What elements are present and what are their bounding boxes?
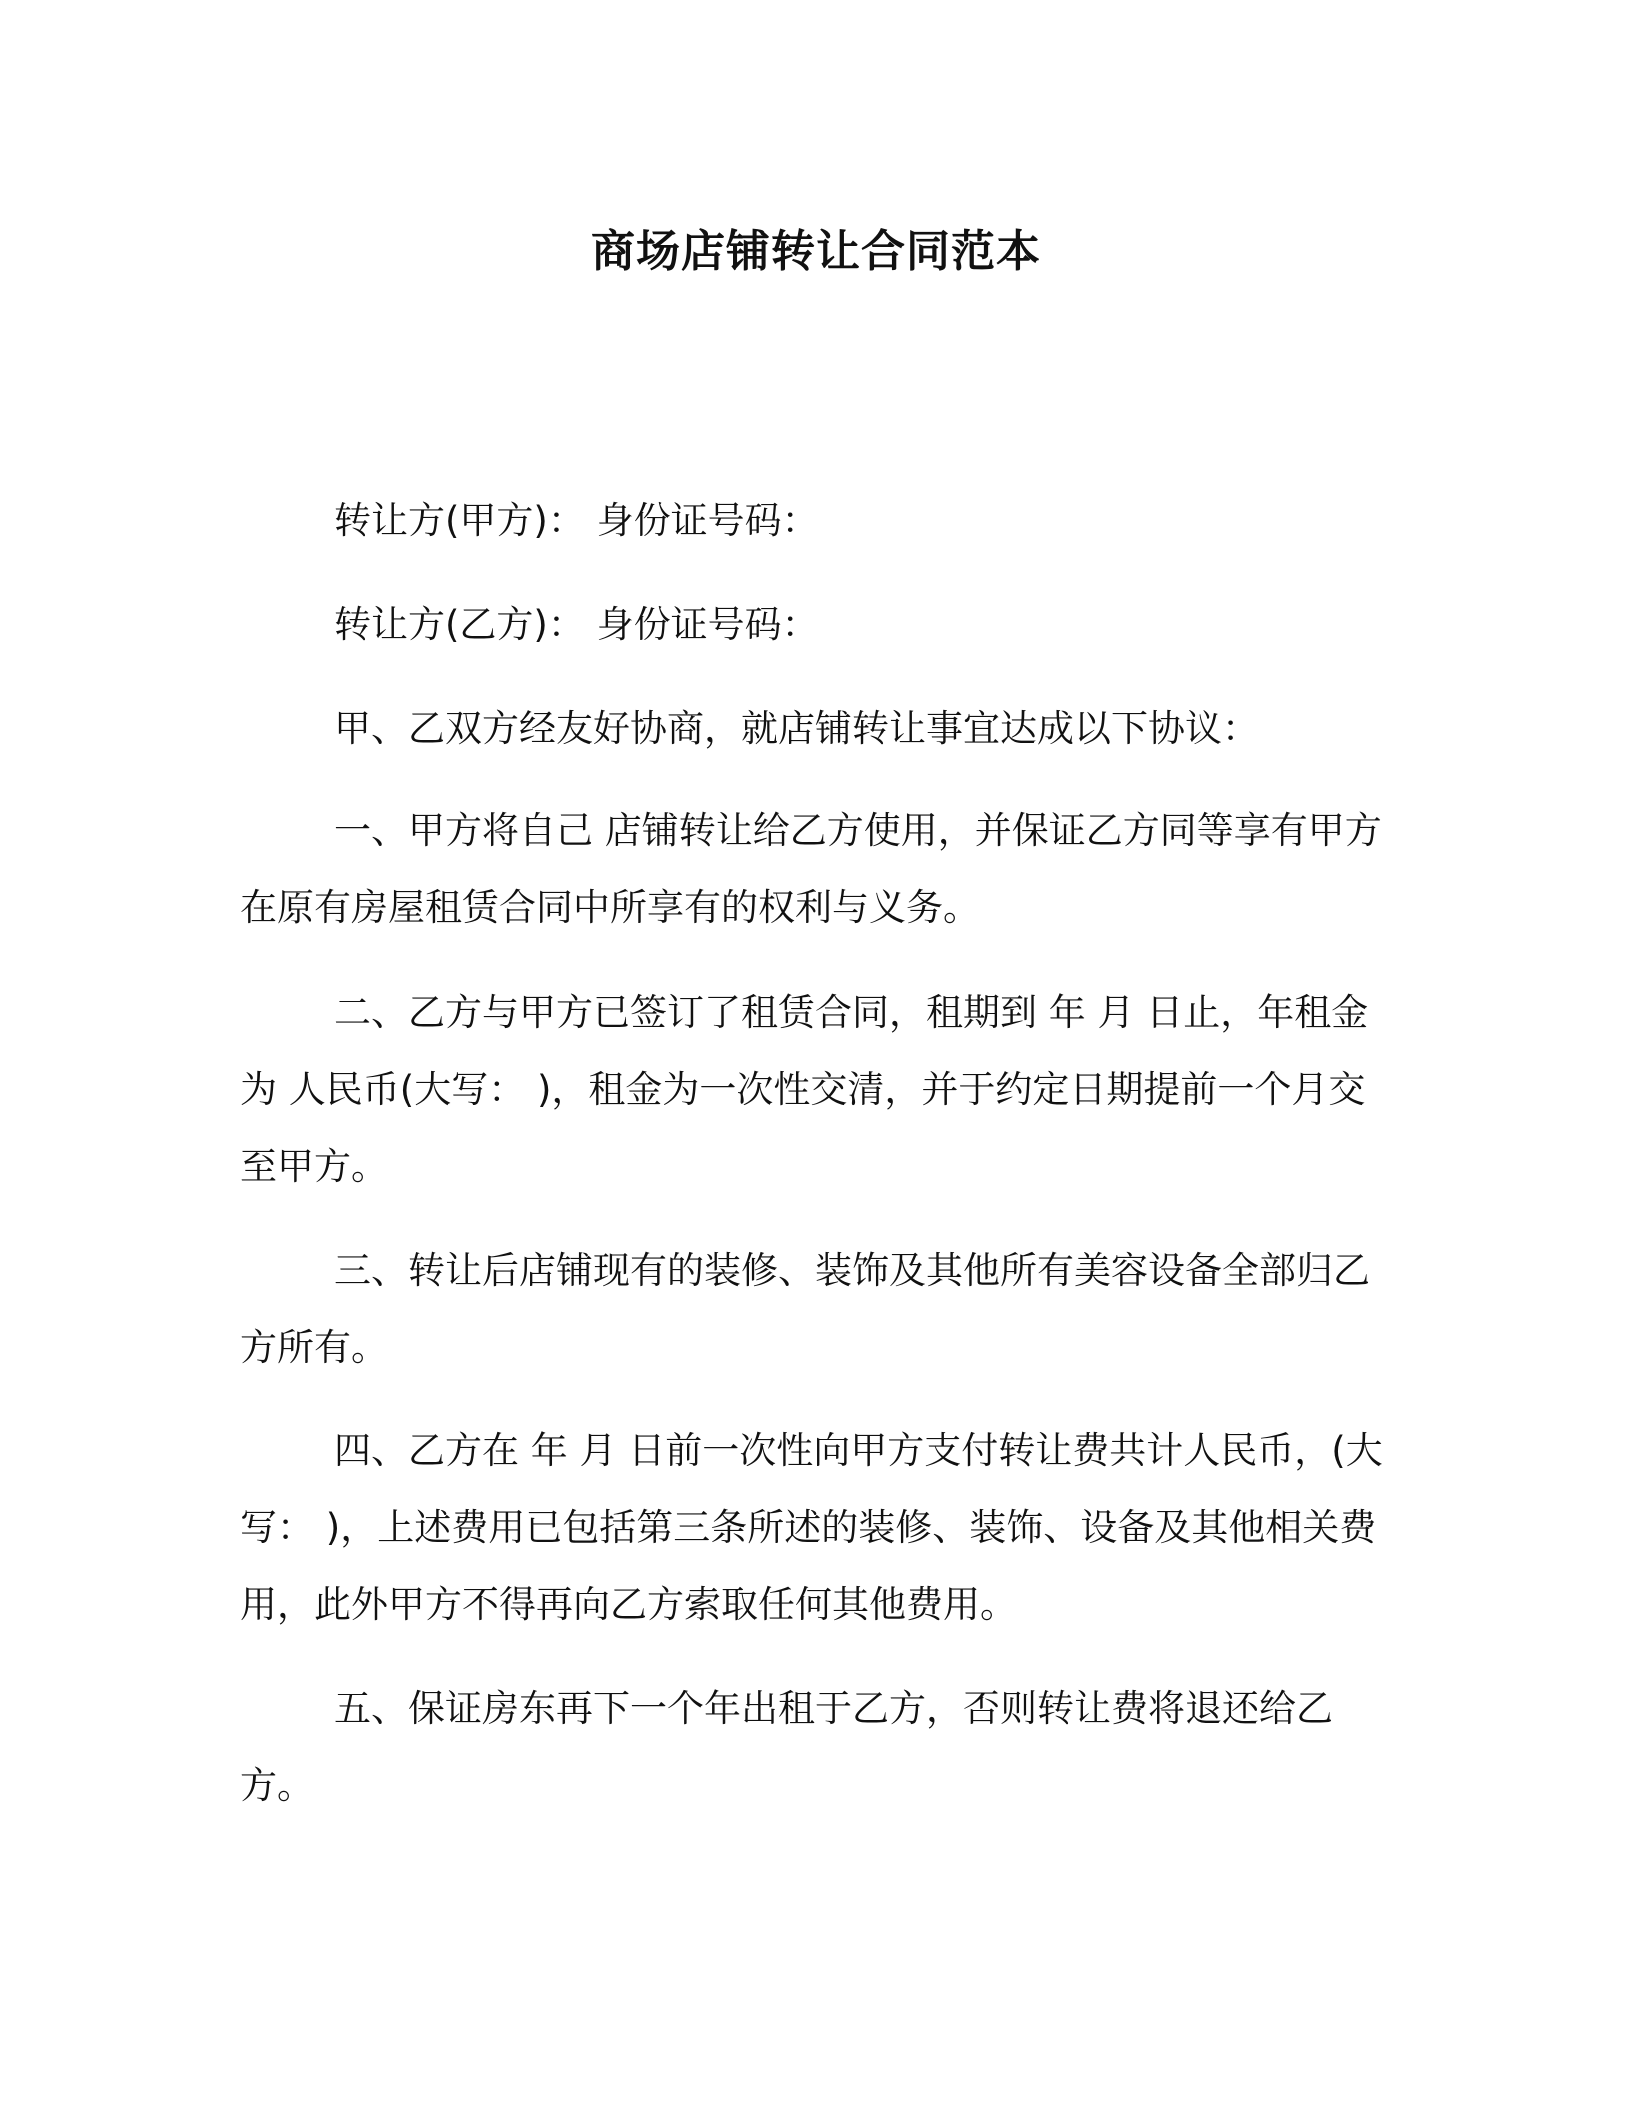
clause-1: 一、甲方将自己 店铺转让给乙方使用，并保证乙方同等享有甲方在原有房屋租赁合同中所享有的权利与义务。 [240, 809, 1382, 929]
clause-5: 五、保证房东再下一个年出租于乙方，否则转让费将退还给乙方。 [240, 1687, 1333, 1807]
clause-4: 四、乙方在 年 月 日前一次性向甲方支付转让费共计人民币，(大写： )，上述费用已包括第三条所述的装修、装饰、设备及其他相关费用，此外甲方不得再向乙方索取任何其他费用。 [240, 1429, 1383, 1626]
clause-2: 二、乙方与甲方已签订了租赁合同，租期到 年 月 日止，年租金为 人民币(大写： )，租金为一次性交清，并于约定日期提前一个月交至甲方。 [240, 991, 1369, 1188]
clause-3: 三、转让后店铺现有的装修、装饰及其他所有美容设备全部归乙方所有。 [240, 1249, 1370, 1369]
party-a-line: 转让方(甲方)： 身份证号码： [334, 499, 819, 542]
intro-paragraph: 甲、乙双方经友好协商，就店铺转让事宜达成以下协议： [334, 707, 1259, 750]
party-b-line: 转让方(乙方)： 身份证号码： [334, 603, 819, 646]
document-title: 商场店铺转让合同范本 [591, 226, 1041, 277]
